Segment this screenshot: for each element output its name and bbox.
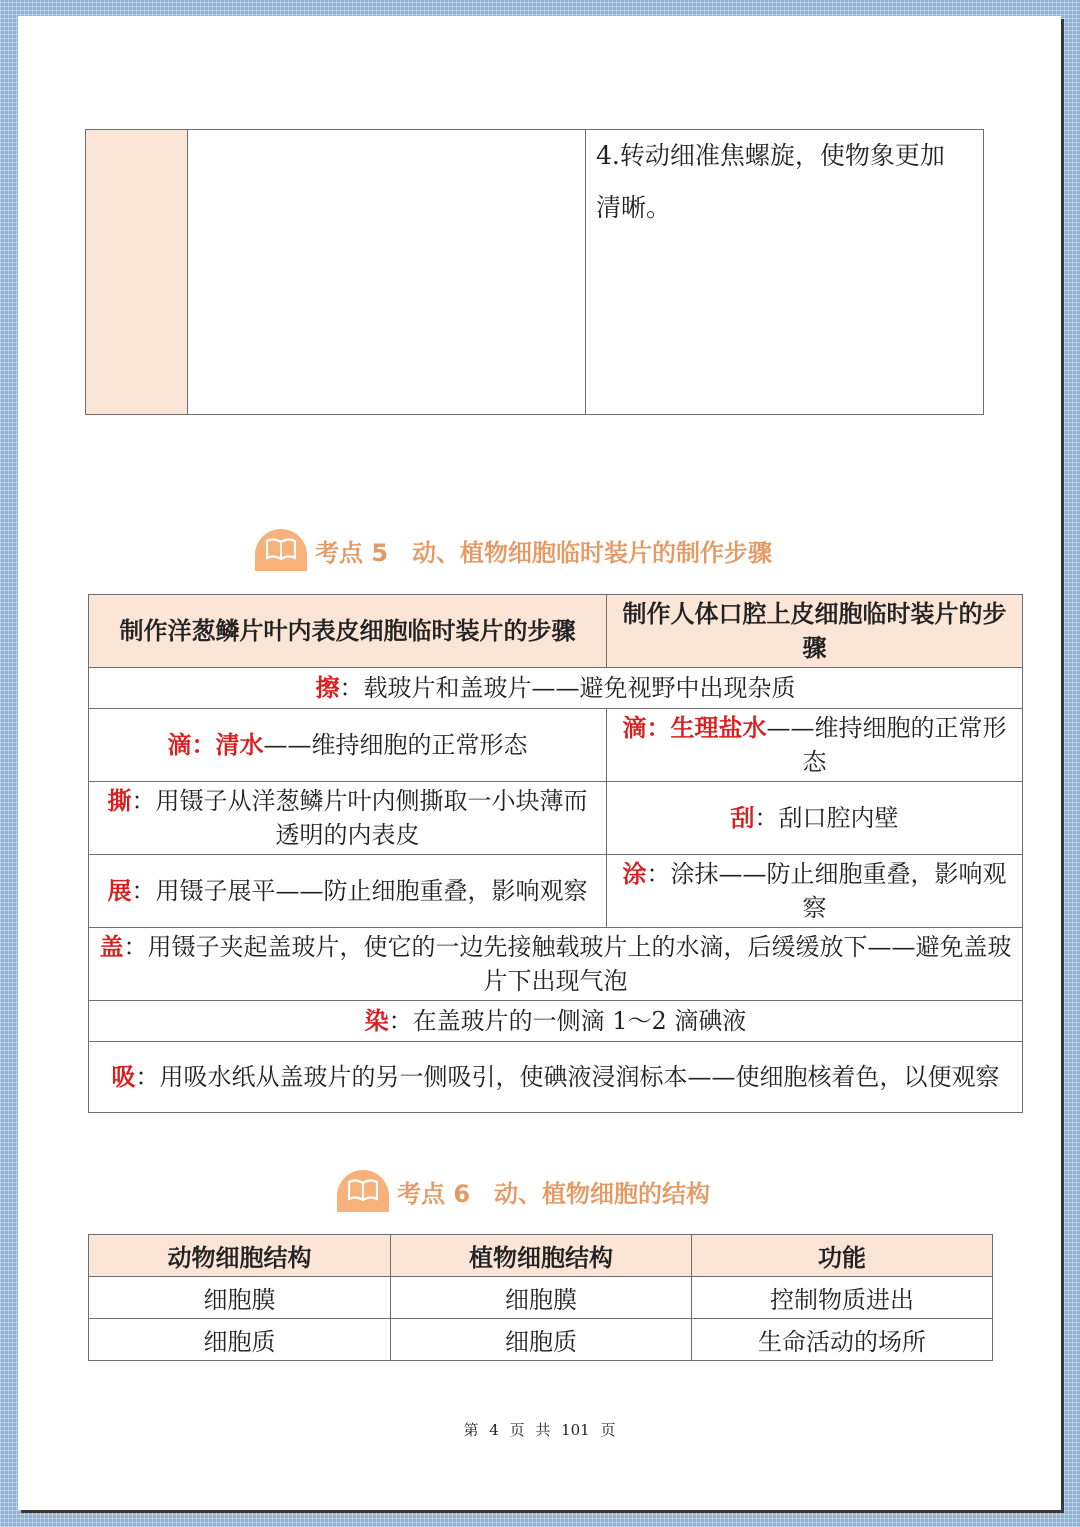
onion-steps-header: 制作洋葱鳞片叶内表皮细胞临时装片的步骤: [89, 595, 607, 668]
table-row: 细胞膜 细胞膜 控制物质进出: [89, 1277, 993, 1319]
step-zhan: 展：用镊子展平——防止细胞重叠，影响观察: [89, 855, 607, 928]
table-row: 细胞质 细胞质 生命活动的场所: [89, 1319, 993, 1361]
category-cell: [86, 130, 188, 415]
step-4-cell: [586, 130, 984, 415]
document-page: [18, 16, 1061, 1510]
plant-structure-header: 植物细胞结构: [391, 1235, 692, 1277]
book-icon: [337, 1170, 389, 1212]
step-di-onion: 滴：清水——维持细胞的正常形态: [89, 709, 607, 782]
section-6-label: 考点 6: [397, 1179, 471, 1208]
cell-structure-table: [88, 1234, 993, 1361]
step-ca: 擦：载玻片和盖玻片——避免视野中出现杂质: [89, 668, 1023, 709]
animal-structure-header: 动物细胞结构: [89, 1235, 391, 1277]
page-footer: 第 4 页 共 101 页: [463, 1421, 616, 1439]
step-xi: 吸：用吸水纸从盖玻片的另一侧吸引，使碘液浸润标本——使细胞核着色，以便观察: [89, 1042, 1023, 1113]
step-tu: 涂：涂抹——防止细胞重叠，影响观察: [607, 855, 1023, 928]
step-si: 撕：用镊子从洋葱鳞片叶内侧撕取一小块薄而透明的内表皮: [89, 782, 607, 855]
section-5-heading: [255, 529, 772, 571]
slide-preparation-steps-table: [88, 594, 1023, 1113]
book-icon: [255, 529, 307, 571]
section-5-label: 考点 5: [315, 538, 389, 567]
function-header: 功能: [692, 1235, 993, 1277]
empty-cell: [188, 130, 586, 415]
cheek-steps-header: 制作人体口腔上皮细胞临时装片的步骤: [607, 595, 1023, 668]
section-6-heading: [337, 1170, 710, 1212]
section-5-title: 动、植物细胞临时装片的制作步骤: [412, 538, 773, 567]
step-di-cheek: 滴：生理盐水——维持细胞的正常形态: [607, 709, 1023, 782]
step-gai: 盖：用镊子夹起盖玻片，使它的一边先接触载玻片上的水滴，后缓缓放下——避免盖玻片下出现气泡: [89, 928, 1023, 1001]
step-gua: 刮：刮口腔内壁: [607, 782, 1023, 855]
step-4-line1: 4.转动细准焦螺旋，使物象更加: [596, 141, 945, 170]
section-6-title: 动、植物细胞的结构: [494, 1179, 711, 1208]
step-4-line2: 清晰。: [596, 193, 672, 222]
step-ran: 染：在盖玻片的一侧滴 1～2 滴碘液: [89, 1001, 1023, 1042]
continued-steps-table: [85, 129, 984, 415]
